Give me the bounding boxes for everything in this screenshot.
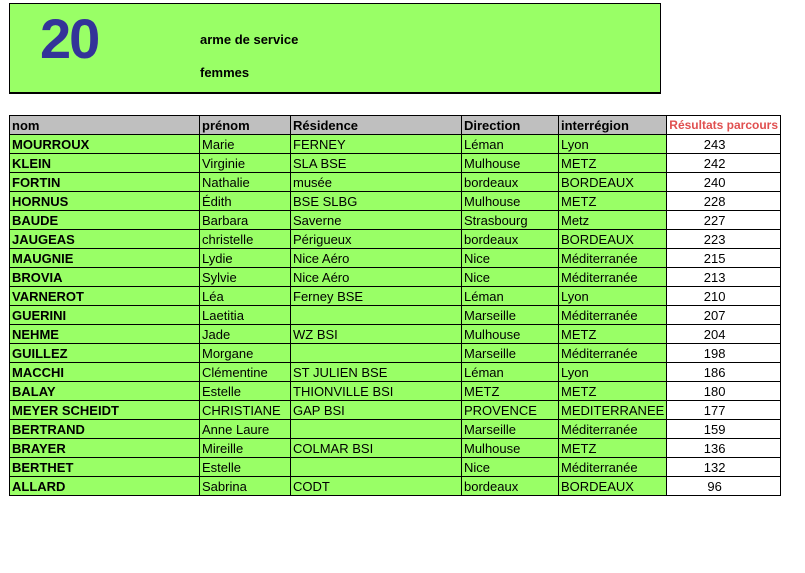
- cell-residence: Ferney BSE: [291, 287, 462, 306]
- cell-resultat: 204: [667, 325, 781, 344]
- cell-resultat: 240: [667, 173, 781, 192]
- results-table: [9, 115, 781, 496]
- cell-nom: GUERINI: [10, 306, 200, 325]
- cell-residence: Périgueux: [291, 230, 462, 249]
- cell-prenom: Morgane: [200, 344, 291, 363]
- cell-residence: CODT: [291, 477, 462, 496]
- cell-prenom: Virginie: [200, 154, 291, 173]
- cell-prenom: Nathalie: [200, 173, 291, 192]
- cell-nom: BALAY: [10, 382, 200, 401]
- cell-interregion: METZ: [559, 154, 667, 173]
- col-header-nom: nom: [10, 116, 200, 135]
- cell-direction: Marseille: [462, 306, 559, 325]
- cell-nom: MOURROUX: [10, 135, 200, 154]
- cell-prenom: Sylvie: [200, 268, 291, 287]
- table-row: [10, 287, 781, 306]
- table-header-row: [10, 116, 781, 135]
- cell-resultat: 213: [667, 268, 781, 287]
- table-row: [10, 477, 781, 496]
- cell-interregion: Méditerranée: [559, 420, 667, 439]
- cell-residence: [291, 306, 462, 325]
- cell-resultat: 198: [667, 344, 781, 363]
- cell-resultat: 136: [667, 439, 781, 458]
- cell-direction: Strasbourg: [462, 211, 559, 230]
- cell-nom: BAUDE: [10, 211, 200, 230]
- cell-direction: PROVENCE: [462, 401, 559, 420]
- cell-direction: Marseille: [462, 344, 559, 363]
- cell-residence: Nice Aéro: [291, 268, 462, 287]
- table-row: [10, 173, 781, 192]
- table-row: [10, 458, 781, 477]
- table-row: [10, 249, 781, 268]
- cell-residence: [291, 420, 462, 439]
- table-row: [10, 268, 781, 287]
- cell-nom: BERTRAND: [10, 420, 200, 439]
- cell-resultat: 207: [667, 306, 781, 325]
- col-header-interregion: interrégion: [559, 116, 667, 135]
- cell-prenom: Anne Laure: [200, 420, 291, 439]
- table-row: [10, 135, 781, 154]
- cell-residence: ST JULIEN BSE: [291, 363, 462, 382]
- cell-nom: MAUGNIE: [10, 249, 200, 268]
- cell-interregion: Méditerranée: [559, 344, 667, 363]
- cell-resultat: 159: [667, 420, 781, 439]
- cell-direction: Nice: [462, 249, 559, 268]
- gender-label: femmes: [200, 65, 250, 80]
- cell-prenom: Marie: [200, 135, 291, 154]
- cell-interregion: METZ: [559, 382, 667, 401]
- cell-residence: [291, 458, 462, 477]
- cell-direction: Léman: [462, 363, 559, 382]
- cell-resultat: 215: [667, 249, 781, 268]
- table-row: [10, 420, 781, 439]
- cell-direction: Nice: [462, 458, 559, 477]
- cell-direction: METZ: [462, 382, 559, 401]
- cell-prenom: Sabrina: [200, 477, 291, 496]
- cell-prenom: Estelle: [200, 382, 291, 401]
- col-header-residence: Résidence: [291, 116, 462, 135]
- cell-interregion: BORDEAUX: [559, 173, 667, 192]
- cell-residence: FERNEY: [291, 135, 462, 154]
- cell-interregion: Méditerranée: [559, 306, 667, 325]
- category-label: arme de service: [200, 32, 299, 47]
- cell-prenom: Édith: [200, 192, 291, 211]
- cell-residence: BSE SLBG: [291, 192, 462, 211]
- cell-nom: GUILLEZ: [10, 344, 200, 363]
- table-row: [10, 306, 781, 325]
- cell-interregion: BORDEAUX: [559, 477, 667, 496]
- cell-nom: BRAYER: [10, 439, 200, 458]
- cell-resultat: 223: [667, 230, 781, 249]
- col-header-resultats: Résultats parcours: [667, 116, 781, 135]
- cell-residence: [291, 344, 462, 363]
- table-row: [10, 325, 781, 344]
- cell-residence: WZ BSI: [291, 325, 462, 344]
- cell-direction: bordeaux: [462, 230, 559, 249]
- cell-direction: Mulhouse: [462, 325, 559, 344]
- table-row: [10, 401, 781, 420]
- cell-resultat: 242: [667, 154, 781, 173]
- cell-direction: bordeaux: [462, 477, 559, 496]
- cell-prenom: christelle: [200, 230, 291, 249]
- cell-direction: Léman: [462, 287, 559, 306]
- col-header-prenom: prénom: [200, 116, 291, 135]
- cell-residence: THIONVILLE BSI: [291, 382, 462, 401]
- cell-nom: BROVIA: [10, 268, 200, 287]
- table-row: [10, 344, 781, 363]
- cell-prenom: Laetitia: [200, 306, 291, 325]
- header-banner: [9, 3, 661, 94]
- cell-nom: VARNEROT: [10, 287, 200, 306]
- cell-prenom: Lydie: [200, 249, 291, 268]
- cell-prenom: Léa: [200, 287, 291, 306]
- cell-prenom: Mireille: [200, 439, 291, 458]
- cell-interregion: METZ: [559, 325, 667, 344]
- cell-direction: Marseille: [462, 420, 559, 439]
- cell-interregion: METZ: [559, 192, 667, 211]
- table-row: [10, 211, 781, 230]
- table-row: [10, 439, 781, 458]
- cell-direction: Mulhouse: [462, 154, 559, 173]
- cell-nom: FORTIN: [10, 173, 200, 192]
- cell-interregion: BORDEAUX: [559, 230, 667, 249]
- cell-residence: Saverne: [291, 211, 462, 230]
- cell-direction: Léman: [462, 135, 559, 154]
- cell-resultat: 96: [667, 477, 781, 496]
- table-row: [10, 192, 781, 211]
- table-row: [10, 382, 781, 401]
- cell-prenom: Estelle: [200, 458, 291, 477]
- cell-prenom: Barbara: [200, 211, 291, 230]
- category-number: 20: [40, 7, 99, 70]
- cell-residence: SLA BSE: [291, 154, 462, 173]
- cell-nom: MEYER SCHEIDT: [10, 401, 200, 420]
- cell-interregion: Lyon: [559, 363, 667, 382]
- cell-interregion: Metz: [559, 211, 667, 230]
- cell-resultat: 177: [667, 401, 781, 420]
- cell-nom: HORNUS: [10, 192, 200, 211]
- cell-residence: musée: [291, 173, 462, 192]
- cell-resultat: 180: [667, 382, 781, 401]
- cell-direction: Mulhouse: [462, 439, 559, 458]
- cell-interregion: Lyon: [559, 135, 667, 154]
- cell-nom: ALLARD: [10, 477, 200, 496]
- cell-nom: BERTHET: [10, 458, 200, 477]
- cell-nom: NEHME: [10, 325, 200, 344]
- cell-residence: GAP BSI: [291, 401, 462, 420]
- cell-resultat: 228: [667, 192, 781, 211]
- cell-prenom: CHRISTIANE: [200, 401, 291, 420]
- table-row: [10, 154, 781, 173]
- cell-resultat: 186: [667, 363, 781, 382]
- cell-residence: COLMAR BSI: [291, 439, 462, 458]
- table-row: [10, 363, 781, 382]
- cell-interregion: MEDITERRANEE: [559, 401, 667, 420]
- cell-nom: JAUGEAS: [10, 230, 200, 249]
- cell-resultat: 132: [667, 458, 781, 477]
- cell-interregion: METZ: [559, 439, 667, 458]
- cell-resultat: 210: [667, 287, 781, 306]
- cell-nom: KLEIN: [10, 154, 200, 173]
- table-row: [10, 230, 781, 249]
- cell-nom: MACCHI: [10, 363, 200, 382]
- cell-resultat: 227: [667, 211, 781, 230]
- cell-interregion: Méditerranée: [559, 268, 667, 287]
- col-header-direction: Direction: [462, 116, 559, 135]
- cell-direction: Mulhouse: [462, 192, 559, 211]
- cell-direction: bordeaux: [462, 173, 559, 192]
- cell-interregion: Lyon: [559, 287, 667, 306]
- cell-direction: Nice: [462, 268, 559, 287]
- cell-prenom: Clémentine: [200, 363, 291, 382]
- cell-prenom: Jade: [200, 325, 291, 344]
- cell-interregion: Méditerranée: [559, 249, 667, 268]
- cell-interregion: Méditerranée: [559, 458, 667, 477]
- cell-residence: Nice Aéro: [291, 249, 462, 268]
- cell-resultat: 243: [667, 135, 781, 154]
